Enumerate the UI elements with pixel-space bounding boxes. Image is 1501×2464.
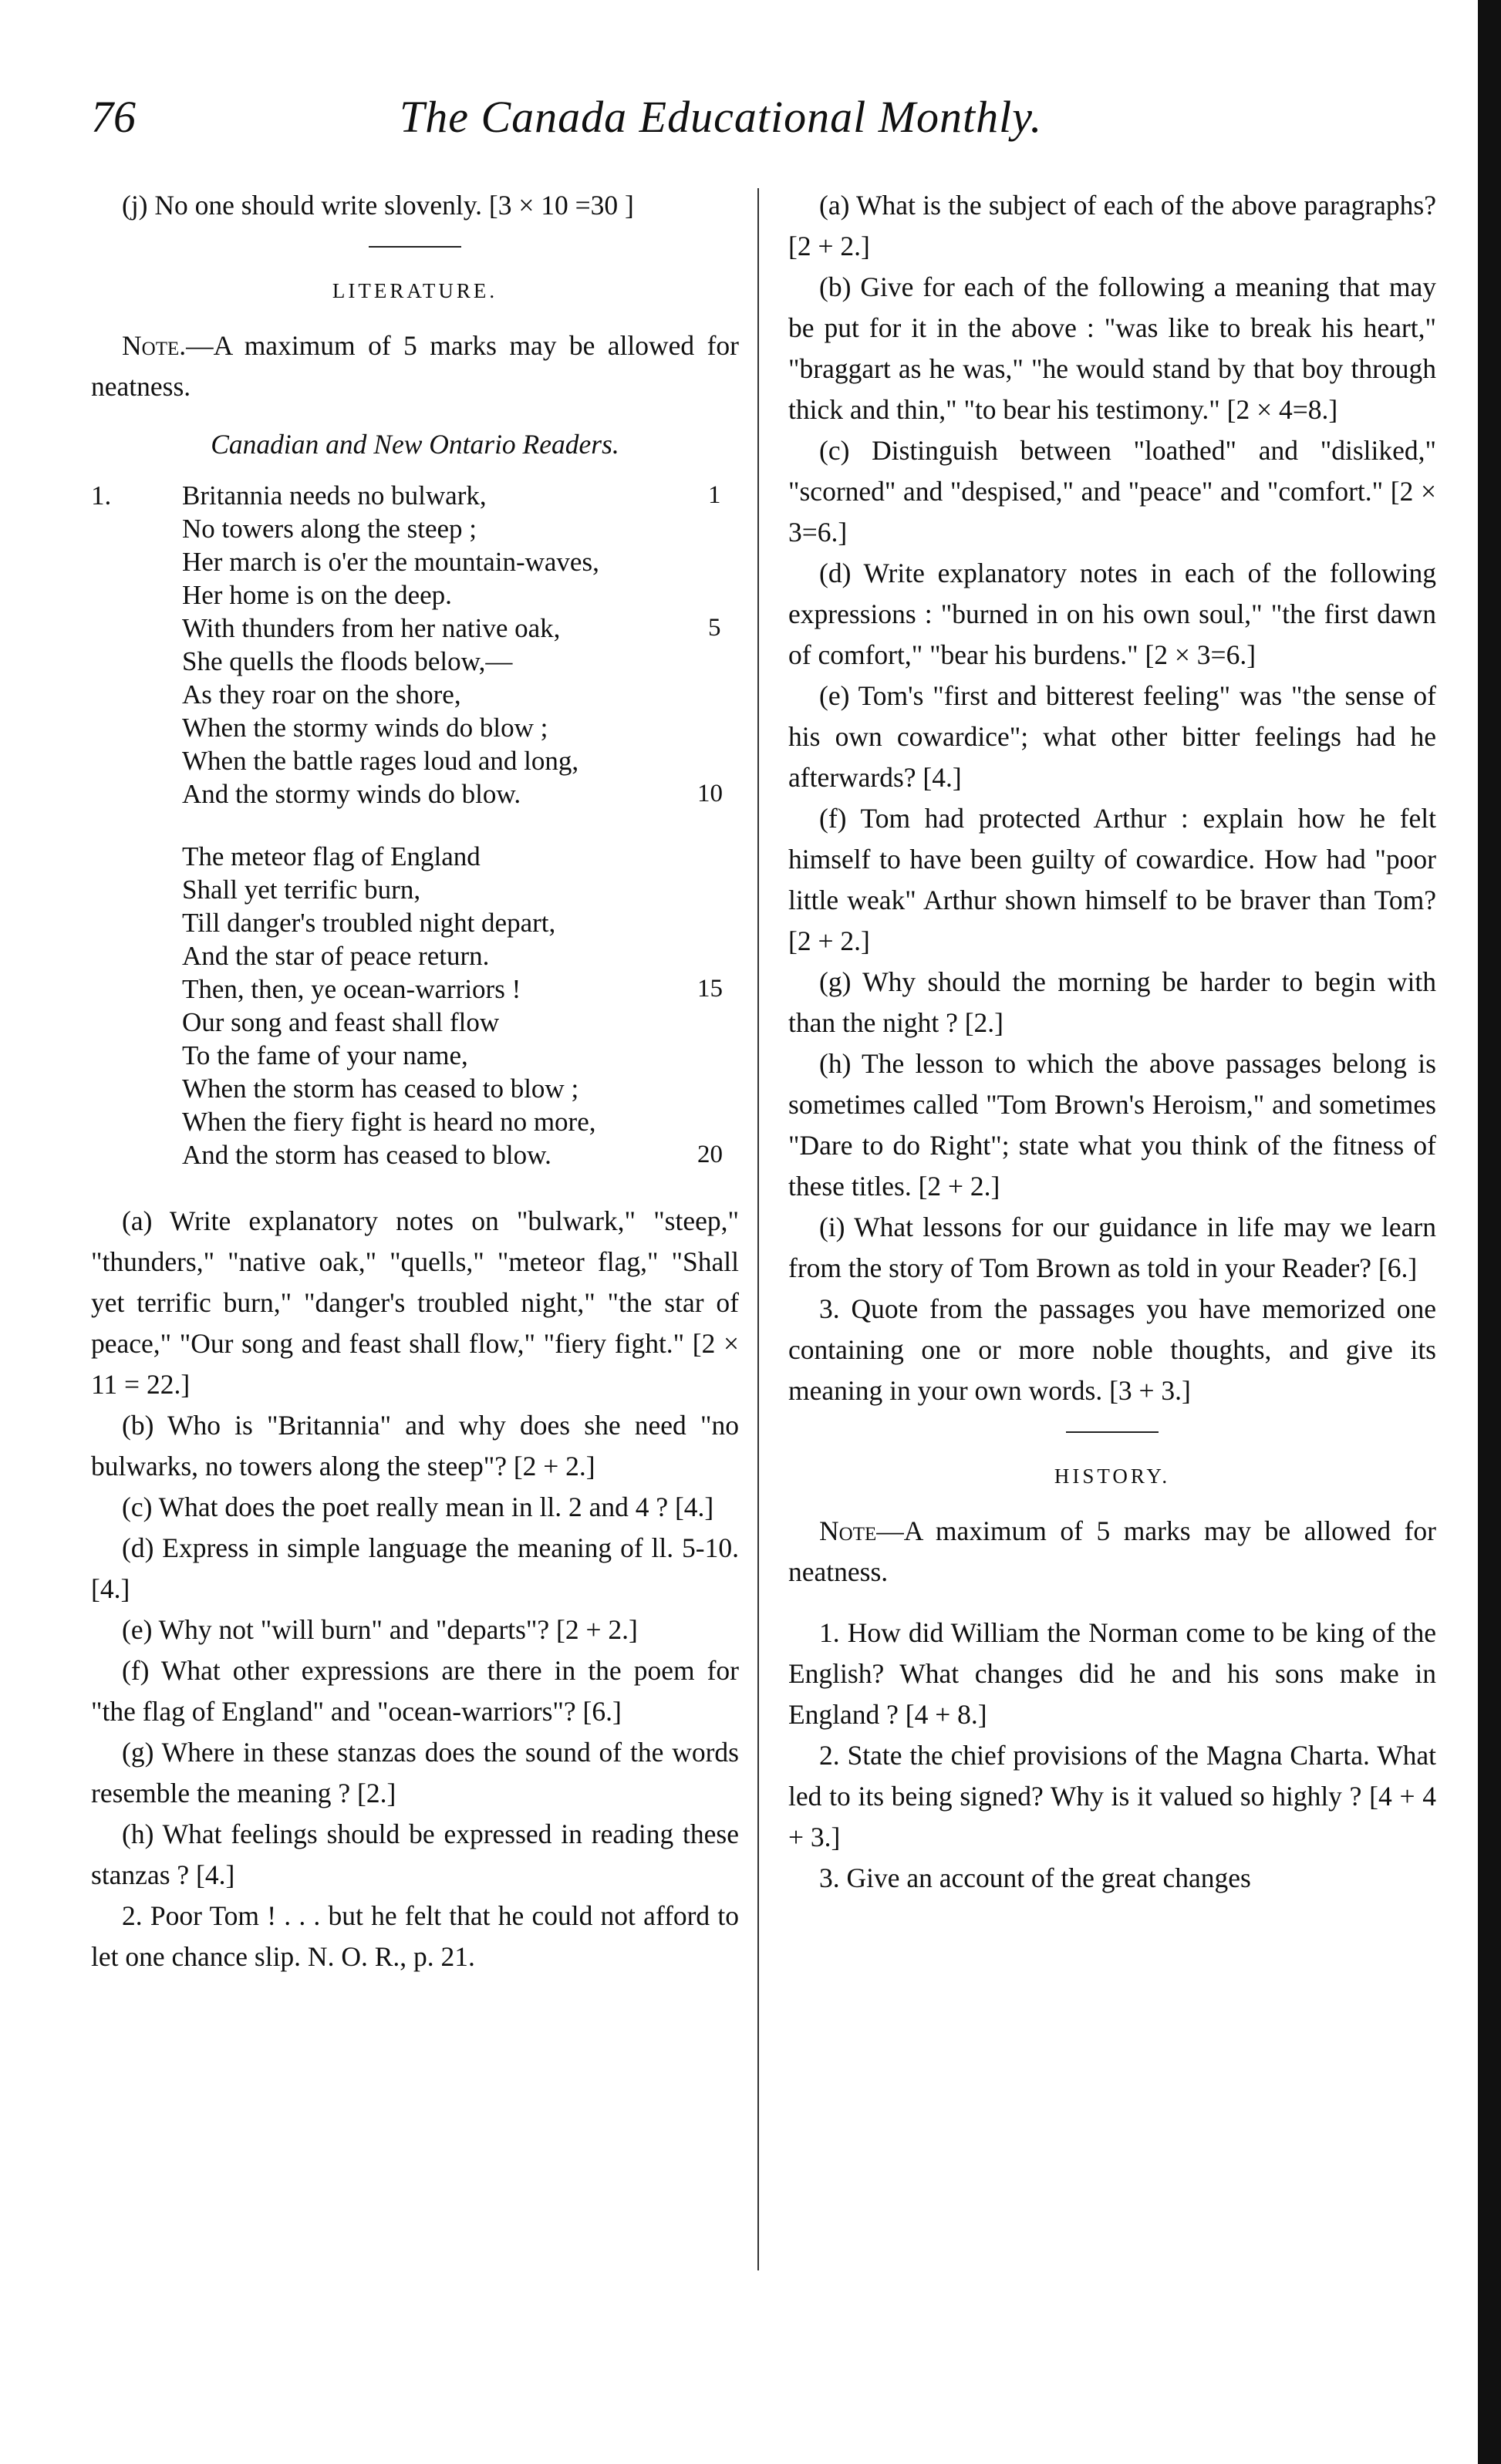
question-paragraph: (f) Tom had protected Arthur : explain how he felt himself to have been guilty of cowardice. How had "poor little weak" Arthur shown himself to be braver than Tom? [2 + 2.] bbox=[788, 803, 1436, 956]
left-column bbox=[91, 185, 739, 1977]
poem-line bbox=[91, 545, 739, 578]
line-number: 5 bbox=[708, 614, 721, 642]
question-paragraph: (b) Who is "Britannia" and why does she need "no bulwarks, no towers along the steep"? [2 + 2.] bbox=[91, 1410, 739, 1481]
page-header bbox=[91, 91, 1364, 153]
note-label: Note. bbox=[122, 330, 187, 361]
poem-line-text: With thunders from her native oak, bbox=[182, 613, 561, 643]
question-paragraph: (a) Write explanatory notes on "bulwark," "steep," "thunders," "native oak," "quells," "meteor flag," "Shall yet terrific burn," "danger's troubled night," "the star of peace," "Our song and feast shall flow," "fiery fight." [2 × 11 = 22.] bbox=[91, 1205, 739, 1400]
question-paragraph: (d) Write explanatory notes in each of the following expressions : "burned in on his own soul," "the first dawn of comfort," "bear his burdens." [2 × 3=6.] bbox=[788, 558, 1436, 670]
page-number: 76 bbox=[91, 92, 136, 142]
poem-line-text: Her home is on the deep. bbox=[182, 580, 452, 610]
history-question: 3. Give an account of the great changes bbox=[819, 1862, 1251, 1893]
line-number: 20 bbox=[697, 1141, 723, 1168]
poem-line-text: No towers along the steep ; bbox=[182, 514, 477, 544]
line-number: 10 bbox=[697, 780, 723, 807]
scan-edge-shadow bbox=[1478, 0, 1501, 2464]
note-label: Note bbox=[819, 1515, 877, 1546]
line-number: 15 bbox=[697, 975, 723, 1003]
poem-line bbox=[91, 1105, 739, 1138]
question-paragraph: 2. Poor Tom ! . . . but he felt that he could not afford to let one chance slip. N. O. R., p. 21. bbox=[91, 1900, 739, 1972]
poem-stanza-1 bbox=[91, 479, 739, 811]
question-paragraph: (c) Distinguish between "loathed" and "disliked," "scorned" and "despised," and "peace" and "comfort." [2 × 3=6.] bbox=[788, 435, 1436, 548]
literature-questions bbox=[91, 1201, 739, 1977]
poem-line bbox=[91, 777, 739, 811]
poem-line-text: Our song and feast shall flow bbox=[182, 1007, 500, 1037]
poem-line-text: Britannia needs no bulwark, bbox=[182, 480, 487, 511]
poem-line-text: And the stormy winds do blow. bbox=[182, 779, 521, 809]
intro-question: (j) No one should write slovenly. [3 × 10 =30 ] bbox=[122, 190, 634, 221]
poem-line bbox=[91, 1138, 739, 1171]
poem-line bbox=[91, 612, 739, 645]
readers-subheading: Canadian and New Ontario Readers. bbox=[211, 429, 619, 460]
poem-line-text: As they roar on the shore, bbox=[182, 679, 461, 710]
question-paragraph: (a) What is the subject of each of the above paragraphs? [2 + 2.] bbox=[788, 190, 1436, 261]
poem-line bbox=[91, 678, 739, 711]
question-paragraph: 3. Quote from the passages you have memorized one containing one or more noble thoughts, and give its meaning in your own words. [3 + 3.] bbox=[788, 1293, 1436, 1406]
poem-line-text: And the storm has ceased to blow. bbox=[182, 1140, 551, 1170]
poem-item-number: 1. bbox=[91, 480, 112, 511]
poem-line bbox=[91, 1039, 739, 1072]
poem-line bbox=[91, 873, 739, 906]
question-paragraph: (e) Tom's "first and bitterest feeling" was "the sense of his own cowardice"; what other bitter feelings had he afterwards? [4.] bbox=[788, 680, 1436, 793]
poem-line bbox=[91, 906, 739, 939]
poem-line bbox=[91, 972, 739, 1006]
poem-line-text: Then, then, ye ocean-warriors ! bbox=[182, 974, 521, 1004]
poem-line bbox=[91, 578, 739, 612]
poem bbox=[91, 479, 739, 1171]
poem-line-text: When the battle rages loud and long, bbox=[182, 746, 579, 776]
line-number: 1 bbox=[708, 481, 721, 509]
poem-line bbox=[91, 1072, 739, 1105]
question-paragraph: (g) Why should the morning be harder to begin with than the night ? [2.] bbox=[788, 966, 1436, 1038]
note-text: —A maximum of 5 marks may be allowed for neatness. bbox=[788, 1515, 1436, 1587]
right-column bbox=[788, 185, 1436, 1899]
question-paragraph: (i) What lessons for our guidance in life may we learn from the story of Tom Brown as told in your Reader? [6.] bbox=[788, 1212, 1436, 1283]
poem-line bbox=[91, 840, 739, 873]
history-question: 1. How did William the Norman come to be king of the English? What changes did he and his sons make in England ? [4 + 8.] bbox=[788, 1617, 1436, 1730]
history-questions bbox=[788, 1613, 1436, 1899]
question-paragraph: (e) Why not "will burn" and "departs"? [2 + 2.] bbox=[122, 1614, 638, 1645]
poem-line-text: She quells the floods below,— bbox=[182, 646, 513, 676]
poem-line bbox=[91, 711, 739, 744]
section-rule bbox=[369, 246, 461, 248]
question-paragraph: (f) What other expressions are there in the poem for "the flag of England" and "ocean-warriors"? [6.] bbox=[91, 1655, 739, 1727]
history-question: 2. State the chief provisions of the Magna Charta. What led to its being signed? Why is it valued so highly ? [4 + 4 + 3.] bbox=[788, 1740, 1436, 1852]
literature-heading: LITERATURE. bbox=[332, 279, 498, 302]
question-paragraph: (h) The lesson to which the above passages belong is sometimes called "Tom Brown's Heroism," and sometimes "Dare to do Right"; state what you think of the fitness of these titles. [2 + 2.] bbox=[788, 1048, 1436, 1202]
poem-line bbox=[91, 744, 739, 777]
poem-line-text: Shall yet terrific burn, bbox=[182, 875, 421, 905]
poem-line-text: The meteor flag of England bbox=[182, 841, 481, 871]
poem-line-text: And the star of peace return. bbox=[182, 941, 490, 971]
history-heading: HISTORY. bbox=[1054, 1465, 1171, 1488]
poem-stanza-2 bbox=[91, 840, 739, 1171]
question-paragraph: (b) Give for each of the following a meaning that may be put for it in the above : "was like to break his heart," "braggart as he was," "he would stand by that boy through thick and thin," "to bear his testimony." [2 × 4=8.] bbox=[788, 271, 1436, 425]
section-rule bbox=[1066, 1431, 1159, 1433]
poem-line bbox=[91, 479, 739, 512]
poem-line-text: Till danger's troubled night depart, bbox=[182, 908, 556, 938]
question-paragraph: (d) Express in simple language the meaning of ll. 5-10. [4.] bbox=[91, 1532, 739, 1604]
poem-line bbox=[91, 512, 739, 545]
poem-line-text: When the fiery fight is heard no more, bbox=[182, 1107, 596, 1137]
question-paragraph: (h) What feelings should be expressed in reading these stanzas ? [4.] bbox=[91, 1819, 739, 1890]
question-paragraph: (g) Where in these stanzas does the sound of the words resemble the meaning ? [2.] bbox=[91, 1737, 739, 1808]
poem-line-text: Her march is o'er the mountain-waves, bbox=[182, 547, 599, 577]
note-text: —A maximum of 5 marks may be allowed for neatness. bbox=[91, 330, 739, 402]
history-note bbox=[788, 1511, 1436, 1593]
poem-line-text: When the stormy winds do blow ; bbox=[182, 713, 548, 743]
column-divider bbox=[757, 188, 759, 2270]
question-paragraph: (c) What does the poet really mean in ll. 2 and 4 ? [4.] bbox=[122, 1492, 714, 1522]
literature-questions-continued bbox=[788, 185, 1436, 1411]
literature-note bbox=[91, 325, 739, 407]
poem-line bbox=[91, 645, 739, 678]
running-title: The Canada Educational Monthly. bbox=[400, 92, 1043, 142]
poem-line-text: When the storm has ceased to blow ; bbox=[182, 1074, 579, 1104]
poem-line-text: To the fame of your name, bbox=[182, 1040, 468, 1070]
poem-line bbox=[91, 1006, 739, 1039]
poem-line bbox=[91, 939, 739, 972]
